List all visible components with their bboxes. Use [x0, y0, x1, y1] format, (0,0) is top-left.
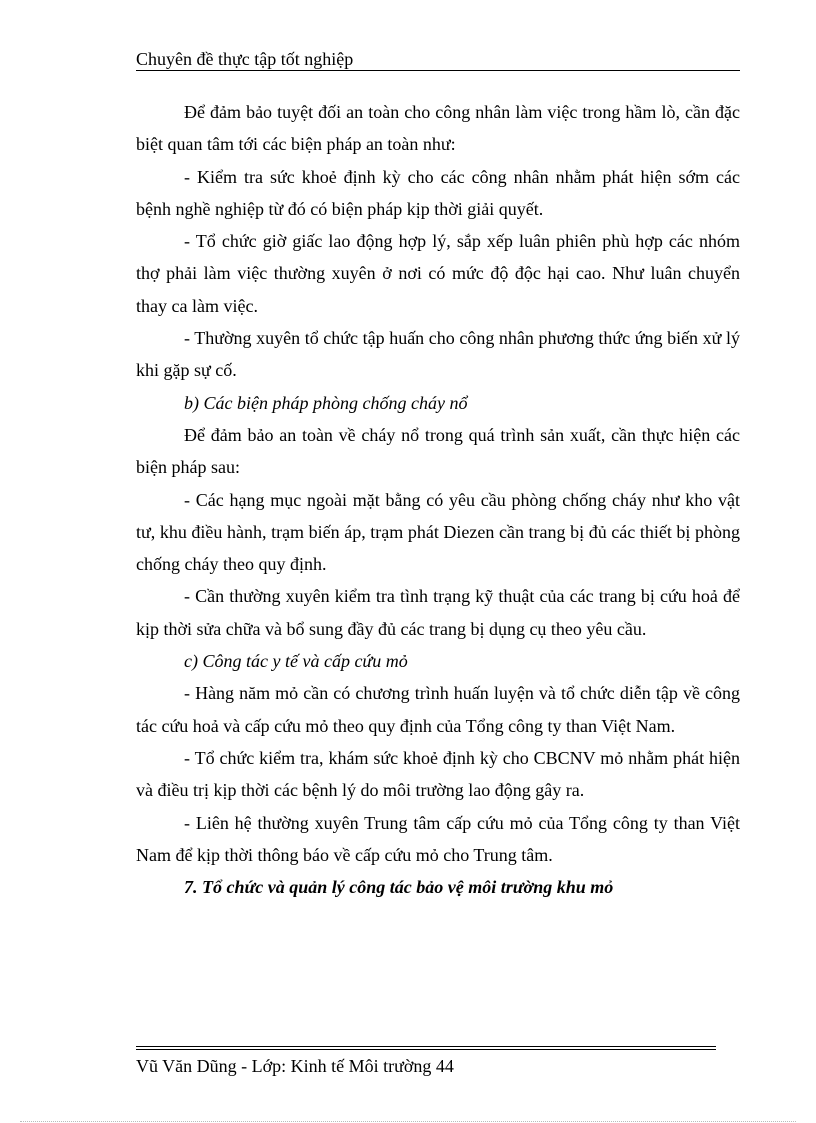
list-item: - Cần thường xuyên kiểm tra tình trạng kỹ thuật của các trang bị cứu hoả để kịp thời sửa chữa và bổ sung đầy đủ các trang bị dụng cụ theo yêu cầu.	[136, 586, 740, 639]
list-item: - Các hạng mục ngoài mặt bằng có yêu cầu phòng chống cháy như kho vật tư, khu điều hành, trạm biến áp, trạm phát Diezen cần trang bị đủ các thiết bị phòng chống cháy theo quy định.	[136, 489, 740, 575]
document-body	[136, 96, 740, 903]
page-edge-divider	[20, 1121, 796, 1122]
section-heading-c: c) Công tác y tế và cấp cứu mỏ	[184, 651, 408, 672]
list-item: - Hàng năm mỏ cần có chương trình huấn luyện và tổ chức diễn tập về công tác cứu hoả và cấp cứu mỏ theo quy định của Tổng công ty than Việt Nam.	[136, 683, 740, 736]
list-item: - Tổ chức giờ giấc lao động hợp lý, sắp xếp luân phiên phù hợp các nhóm thợ phải làm việc thường xuyên ở nơi có mức độ độc hại cao. Như luân chuyển thay ca làm việc.	[136, 231, 740, 316]
list-item: - Tổ chức kiểm tra, khám sức khoẻ định kỳ cho CBCNV mỏ nhằm phát hiện và điều trị kịp thời các bệnh lý do môi trường lao động gây ra.	[136, 747, 740, 801]
list-item: - Thường xuyên tổ chức tập huấn cho công nhân phương thức ứng biến xử lý khi gặp sự cố.	[136, 328, 740, 381]
page-header: Chuyên đề thực tập tốt nghiệp	[136, 48, 740, 71]
list-item: - Liên hệ thường xuyên Trung tâm cấp cứu mỏ của Tổng công ty than Việt Nam để kịp thời thông báo về cấp cứu mỏ cho Trung tâm.	[136, 812, 740, 865]
paragraph: Để đảm bảo an toàn về cháy nổ trong quá trình sản xuất, cần thực hiện các biện pháp sau:	[136, 424, 740, 478]
section-heading-7: 7. Tổ chức và quản lý công tác bảo vệ môi trường khu mỏ	[184, 877, 614, 898]
page-footer: Vũ Văn Dũng - Lớp: Kinh tế Môi trường 44	[136, 1056, 454, 1076]
footer-divider	[136, 1046, 716, 1047]
section-heading-b: b) Các biện pháp phòng chống cháy nổ	[184, 392, 468, 413]
paragraph: Để đảm bảo tuyệt đối an toàn cho công nhân làm việc trong hầm lò, cần đặc biệt quan tâm tới các biện pháp an toàn như:	[136, 102, 740, 155]
list-item: - Kiểm tra sức khoẻ định kỳ cho các công nhân nhằm phát hiện sớm các bệnh nghề nghiệp từ đó có biện pháp kịp thời giải quyết.	[136, 166, 740, 219]
footer-divider	[136, 1049, 716, 1050]
